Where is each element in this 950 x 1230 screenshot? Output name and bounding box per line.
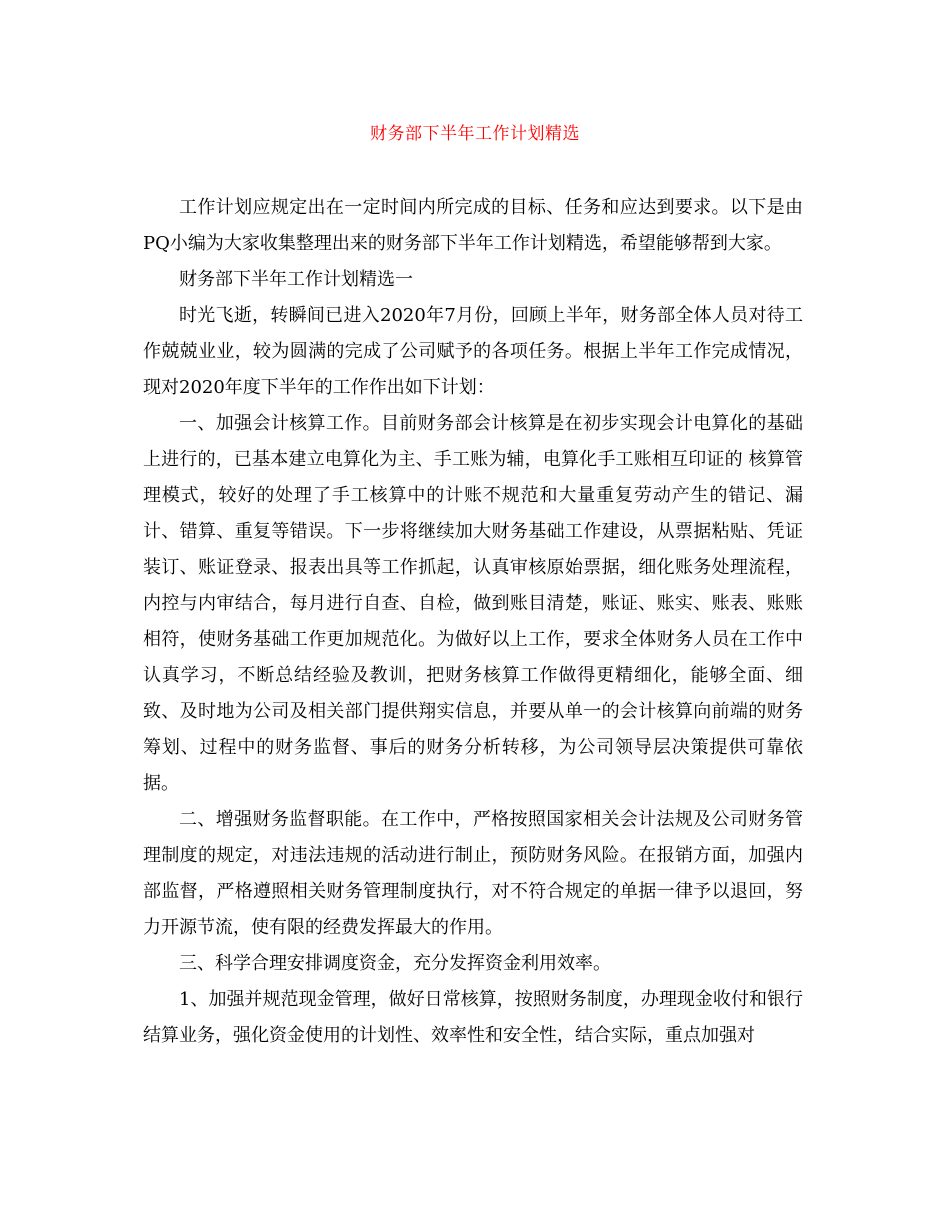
- section-heading: 财务部下半年工作计划精选一: [179, 269, 413, 290]
- document-body: [143, 190, 803, 1054]
- paragraph-intro: 工作计划应规定出在一定时间内所完成的目标、任务和应达到要求。以下是由PQ小编为大家收集整理出来的财务部下半年工作计划精选，希望能够帮到大家。: [143, 197, 803, 254]
- document-title: 财务部下半年工作计划精选: [370, 124, 580, 144]
- paragraph-item-2: 二、增强财务监督职能。在工作中，严格按照国家相关会计法规及公司财务管理制度的规定，对违法违规的活动进行制止，预防财务风险。在报销方面，加强内部监督，严格遵照相关财务管理制度执行，对不符合规定的单据一律予以退回，努力开源节流，使有限的经费发挥最大的作用。: [143, 809, 803, 938]
- paragraph-item-1: 一、加强会计核算工作。目前财务部会计核算是在初步实现会计电算化的基础上进行的，已基本建立电算化为主、手工账为辅，电算化手工账相互印证的 核算管理模式，较好的处理了手工核算中的计账不规范和大量重复劳动产生的错记、漏计、错算、重复等错误。下一步将继续加大财务基础工作建设，从票据粘贴、凭证装订、账证登录、报表出具等工作抓起，认真审核原始票据，细化账务处理流程，内控与内审结合，每月进行自查、自检，做到账目清楚，账证、账实、账表、账账相符，使财务基础工作更加规范化。为做好以上工作，要求全体财务人员在工作中认真学习，不断总结经验及教训，把财务核算工作做得更精细化，能够全面、细致、及时地为公司及相关部门提供翔实信息，并要从单一的会计核算向前端的财务筹划、过程中的财务监督、事后的财务分析转移，为公司领导层决策提供可靠依据。: [143, 413, 803, 794]
- paragraph-overview: 时光飞逝，转瞬间已进入2020年7月份，回顾上半年，财务部全体人员对待工作兢兢业业，较为圆满的完成了公司赋予的各项任务。根据上半年工作完成情况，现对2020年度下半年的工作作出如下计划：: [143, 305, 803, 398]
- paragraph-item-3: 三、科学合理安排调度资金，充分发挥资金利用效率。: [179, 953, 611, 974]
- paragraph-subitem-1: 1、加强并规范现金管理，做好日常核算，按照财务制度，办理现金收付和银行结算业务，强化资金使用的计划性、效率性和安全性，结合实际，重点加强对: [143, 989, 803, 1046]
